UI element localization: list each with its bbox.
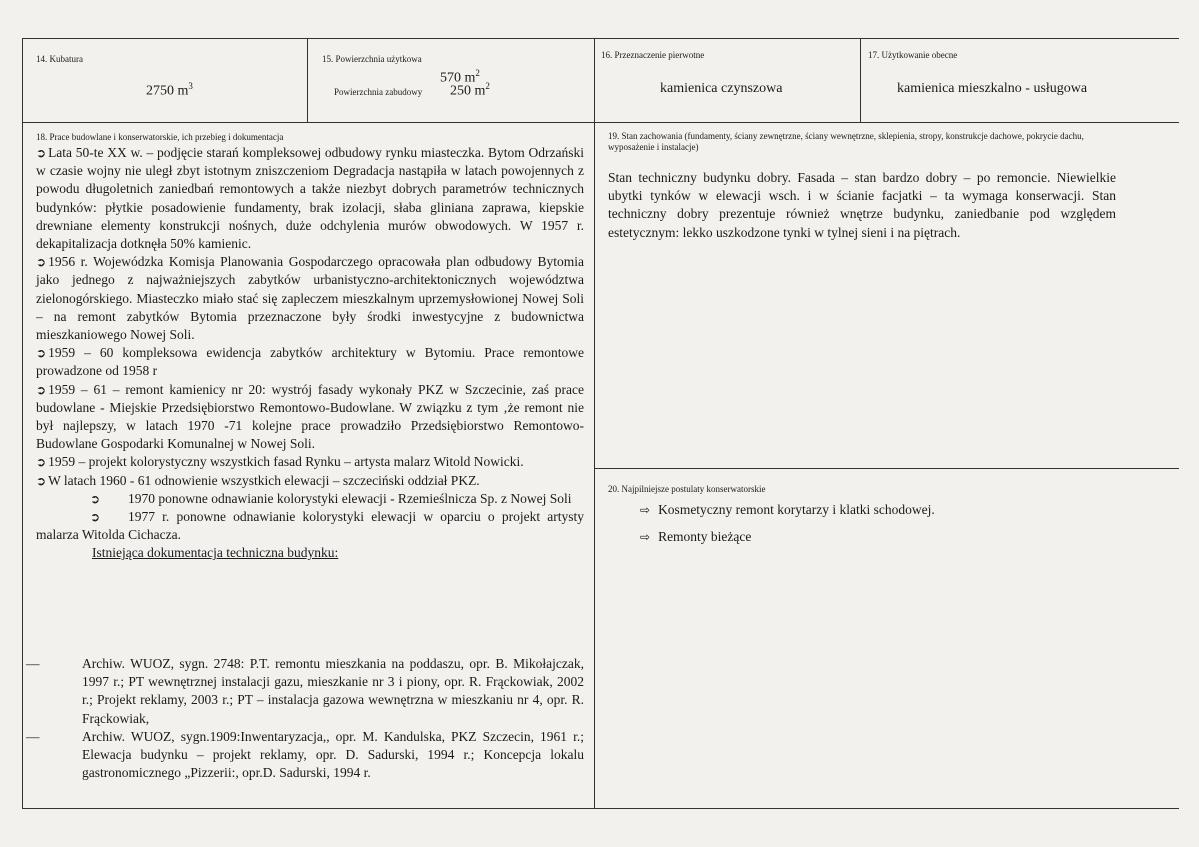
przeznaczenie-label: 16. Przeznaczenie pierwotne: [601, 50, 705, 60]
prace-entry-2: ➲ 1956 r. Wojewódzka Komisja Planowania Gospodarczego opracowała plan odbudowy Bytomia jako jednego z najważniejszych zabytków urbanistyczno-architektonicznych województwa zielonogórskiego. Miasteczko miało stać się zapleczem mieszkalnym uprzemysłowionej Nowej Soli – na remont zabytków Bytomia przeznaczone były środki inwestycyjne z budownictwa mieszkaniowego Nowej Soli.: [36, 254, 584, 343]
filled-arrow-icon: ➲: [36, 346, 47, 361]
prace-text: [36, 144, 584, 563]
powierzchnia-uzytkowa-number: 570 m: [440, 70, 476, 86]
powierzchnia-uzytkowa-sup: 2: [475, 68, 480, 78]
filled-arrow-icon: ➲: [36, 146, 47, 160]
documentation-item-1: — Archiw. WUOZ, sygn. 2748: P.T. remontu mieszkania na poddaszu, opr. B. Mikołajczak, 1997 r.; PT wewnętrznej instalacji gazu, mieszkanie nr 3 i piony, opr. R. Frąckowiak, 2002 r.; Projekt reklamy, 2003 r.; PT – instalacja gazowa wewnętrzna w mieszkaniu nr 4, opr. R. Frąckowiak,: [26, 656, 584, 726]
right-divider: [594, 468, 1179, 469]
kubatura-value: [146, 81, 193, 100]
powierzchnia-zabudowy-number: 250 m: [450, 83, 486, 99]
prace-entry-3: ➲ 1959 – 60 kompleksowa ewidencja zabytków architektury w Bytomiu. Prace remontowe prowadzone od 1958 r: [36, 345, 584, 379]
col-divider-3: [860, 38, 861, 123]
przeznaczenie-value: kamienica czynszowa: [660, 81, 783, 96]
filled-arrow-icon: ➲: [36, 255, 47, 270]
prace-label: 18. Prace budowlane i konserwatorskie, ich przebieg i dokumentacja: [36, 132, 284, 142]
stan-label: 19. Stan zachowania (fundamenty, ściany zewnętrzne, ściany wewnętrzne, sklepienia, stropy, konstrukcje dachowe, pokrycie dachu, wyposażenie i instalacje): [608, 131, 1084, 152]
prace-entry-6: ➲ W latach 1960 - 61 odnowienie wszystkich elewacji – szczeciński oddział PKZ.: [36, 472, 480, 488]
left-border: [22, 38, 23, 809]
postulat-item-2: ⇨ Remonty bieżące: [640, 529, 752, 544]
prace-indented-entry-1: ➲ 1970 ponowne odnawianie kolorystyki elewacji - Rzemieślnicza Sp. z Nowej Soli: [89, 490, 572, 506]
top-border: [22, 38, 1179, 39]
filled-arrow-icon: ➲: [36, 382, 47, 397]
kubatura-unit-sup: 3: [188, 81, 193, 91]
filled-arrow-icon: ➲: [36, 455, 47, 470]
hollow-arrow-icon: ⇨: [640, 503, 651, 517]
powierzchnia-zabudowy-sup: 2: [485, 81, 490, 91]
filled-arrow-icon: ➲: [89, 510, 100, 525]
documentation-item-2: — Archiw. WUOZ, sygn.1909:Inwentaryzacja,, opr. M. Kandulska, PKZ Szczecin, 1961 r.; Elewacja budynku – projekt reklamy, opr. D. Sadurski, 1994 r.; Koncepcja lokalu gastronomicznego „Pizzerii:, opr.D. Sadurski, 1994 r.: [26, 728, 584, 781]
dash-marker: —: [26, 728, 40, 744]
filled-arrow-icon: ➲: [89, 491, 100, 506]
prace-entry-5: ➲ 1959 – projekt kolorystyczny wszystkich fasad Rynku – artysta malarz Witold Nowicki.: [36, 454, 524, 470]
bottom-border: [22, 808, 1179, 809]
postulaty-label: 20. Najpilniejsze postulaty konserwatorskie: [608, 484, 766, 494]
col-divider-1: [307, 38, 308, 123]
prace-indented-entry-2: ➲ 1977 r. ponowne odnawianie kolorystyki elewacji w oparciu o projekt artysty malarza Witolda Cichacza.: [36, 509, 584, 543]
documentation-list: [26, 655, 584, 782]
hollow-arrow-icon: ⇨: [640, 530, 651, 544]
powierzchnia-zabudowy-value: [450, 81, 490, 100]
uzytkowanie-label: 17. Użytkowanie obecne: [868, 50, 958, 60]
stan-text: Stan techniczny budynku dobry. Fasada – stan bardzo dobry – po remoncie. Niewielkie ubytki tynków w elewacji wsch. i w ścianie facjatki – ta wymaga konserwacji. Stan techniczny dobry prezentuje również wnętrze budynku, zaniedbanie pod względem estetycznym: lekko uszkodzone tynki w tylnej sieni i na piętrach.: [608, 170, 1116, 240]
postulat-item-1: ⇨ Kosmetyczny remont korytarzy i klatki schodowej.: [640, 502, 935, 517]
powierzchnia-zabudowy-label: Powierzchnia zabudowy: [334, 87, 423, 97]
prace-entry-1: ➲ Lata 50-te XX w. – podjęcie starań kompleksowej odbudowy rynku miasteczka. Bytom Odrzański w czasie wojny nie uległ zbyt istotnym zniszczeniom Degradacja nastąpiła w latach powojennych z powodu długoletnich zaniedbań remontowych a także niezbyt dobrych parametrów technicznych budynków: płytkie posadowienie fundamenty, brak izolacji, słaba gliniana zaprawa, kiepskie drewniane elementy konstrukcji nośnych, duże odchylenia murów obwodowych. W 1957 r. dekapitalizacja dotknęła 50% kamienic.: [36, 145, 584, 252]
kubatura-label: 14. Kubatura: [36, 54, 83, 64]
dash-marker: —: [26, 656, 40, 671]
kubatura-number: 2750 m: [146, 83, 189, 99]
documentation-heading: Istniejąca dokumentacja techniczna budynku:: [92, 545, 339, 561]
row-divider: [22, 122, 1179, 123]
prace-entry-4: ➲ 1959 – 61 – remont kamienicy nr 20: wystrój fasady wykonały PKZ w Szczecinie, zaś prace budowlane - Miejskie Przedsiębiorstwo Remontowo-Budowlane. W związku z tym ‚że remont nie był najlepszy, w latach 1970 -71 kolejne prace prowadziło Przedsiębiorstwo Remontowo- Budowlane Gospodarki Komunalnej w Nowej Soli.: [36, 381, 584, 452]
powierzchnia-label: 15. Powierzchnia użytkowa: [322, 54, 422, 64]
uzytkowanie-value: kamienica mieszkalno - usługowa: [897, 81, 1088, 96]
filled-arrow-icon: ➲: [36, 473, 47, 488]
col-divider-2: [594, 38, 595, 809]
